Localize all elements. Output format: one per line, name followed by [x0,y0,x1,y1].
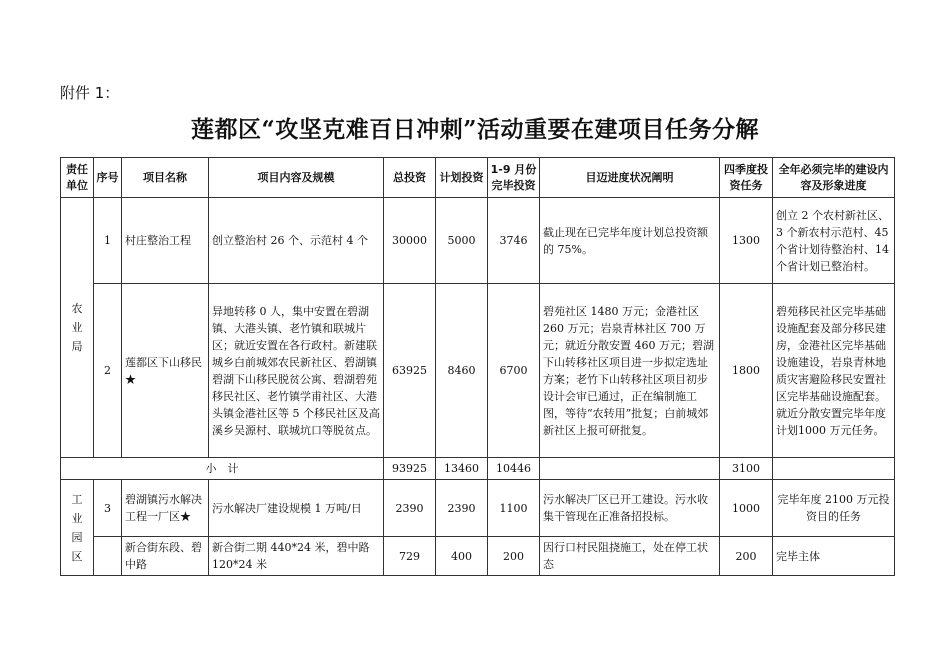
subtotal-plan: 13460 [436,458,488,480]
header-seq: 序号 [94,158,122,198]
name-cell: 碧湖镇污水解决工程一厂区★ [122,480,209,537]
subtotal-progress-empty [540,458,720,480]
done-cell: 200 [488,537,540,576]
progress-cell: 因行口村民阻挠施工，处在停工状态 [540,537,720,576]
target-cell: 碧苑移民社区完毕基础设施配套及部分移民建房，金港社区完毕基础设施建设，岩泉青林地质灾害避险移民安置社区完毕基础设施配套。就近分散安置完毕年度计划1000 万元任务。 [773,284,895,458]
seq-cell [94,537,122,576]
attachment-label: 附件 1： [60,84,120,102]
unit-cell [61,198,94,458]
unit-cell [61,480,94,576]
total-cell: 30000 [384,198,436,284]
total-cell: 63925 [384,284,436,458]
content-cell: 污水解决厂建设规模 1 万吨/日 [209,480,384,537]
header-plan: 计划投资 [436,158,488,198]
q4-cell: 1800 [720,284,773,458]
header-target: 全年必须完毕的建设内容及形象进度 [773,158,895,198]
plan-cell: 2390 [436,480,488,537]
target-cell: 创立 2 个农村新社区、3 个新农村示范村、45 个省计划待整治村、14 个省计划已整治村。 [773,198,895,284]
subtotal-label: 小 计 [61,458,384,480]
total-cell: 729 [384,537,436,576]
seq-cell: 3 [94,480,122,537]
q4-cell: 1300 [720,198,773,284]
content-cell: 创立整治村 26 个、示范村 4 个 [209,198,384,284]
header-name: 项目名称 [122,158,209,198]
subtotal-done: 10446 [488,458,540,480]
table-row [61,284,895,458]
header-row [61,158,895,198]
content-cell: 异地转移 0 人，集中安置在碧湖镇、大港头镇、老竹镇和联城片区；就近安置在各行政村。新建联城乡白前城郊农民新社区、碧湖镇碧湖下山移民脱贫公寓、碧湖碧苑移民社区、老竹镇学甫社区、大港头镇金港社区等 5 个移民社区及高溪乡吴源村、联城坑口等脱贫点。 [209,284,384,458]
header-done: 1-9 月份完毕投资 [488,158,540,198]
done-cell: 1100 [488,480,540,537]
unit-label: 农业局 [71,302,83,353]
header-unit: 责任单位 [61,158,94,198]
unit-label: 工业园区 [71,492,83,563]
header-q4: 四季度投资任务 [720,158,773,198]
done-cell: 6700 [488,284,540,458]
progress-cell: 碧苑社区 1480 万元；金港社区 260 万元；岩泉青林社区 700 万元；就近分散安置 460 万元；碧湖下山转移社区项目进一步拟定选址方案；老竹下山转移社区项目初步设计会审已通过，正在编制施工图，等待“农转用”批复；白前城郊新社区上报可研批复。 [540,284,720,458]
header-total: 总投资 [384,158,436,198]
subtotal-total: 93925 [384,458,436,480]
subtotal-q4: 3100 [720,458,773,480]
plan-cell: 8460 [436,284,488,458]
seq-cell: 2 [94,284,122,458]
name-cell: 莲都区下山移民★ [122,284,209,458]
content-cell: 新合街二期 440*24 米，碧中路 120*24 米 [209,537,384,576]
task-table [60,157,895,576]
name-cell: 村庄整治工程 [122,198,209,284]
done-cell: 3746 [488,198,540,284]
progress-cell: 污水解决厂区已开工建设。污水收集干管现在正准备招投标。 [540,480,720,537]
q4-cell: 200 [720,537,773,576]
plan-cell: 5000 [436,198,488,284]
total-cell: 2390 [384,480,436,537]
table-row [61,537,895,576]
plan-cell: 400 [436,537,488,576]
header-content: 项目内容及规模 [209,158,384,198]
page-title: 莲都区“攻坚克难百日冲刺”活动重要在建项目任务分解 [191,116,759,143]
seq-cell: 1 [94,198,122,284]
name-cell: 新合街东段、碧中路 [122,537,209,576]
table-row [61,480,895,537]
target-cell: 完毕年度 2100 万元投资目的任务 [773,480,895,537]
progress-cell: 截止现在已完毕年度计划总投资额的 75%。 [540,198,720,284]
q4-cell: 1000 [720,480,773,537]
target-cell: 完毕主体 [773,537,895,576]
header-progress: 目迈进度状况阐明 [540,158,720,198]
subtotal-row [61,458,895,480]
table-row [61,198,895,284]
subtotal-target-empty [773,458,895,480]
